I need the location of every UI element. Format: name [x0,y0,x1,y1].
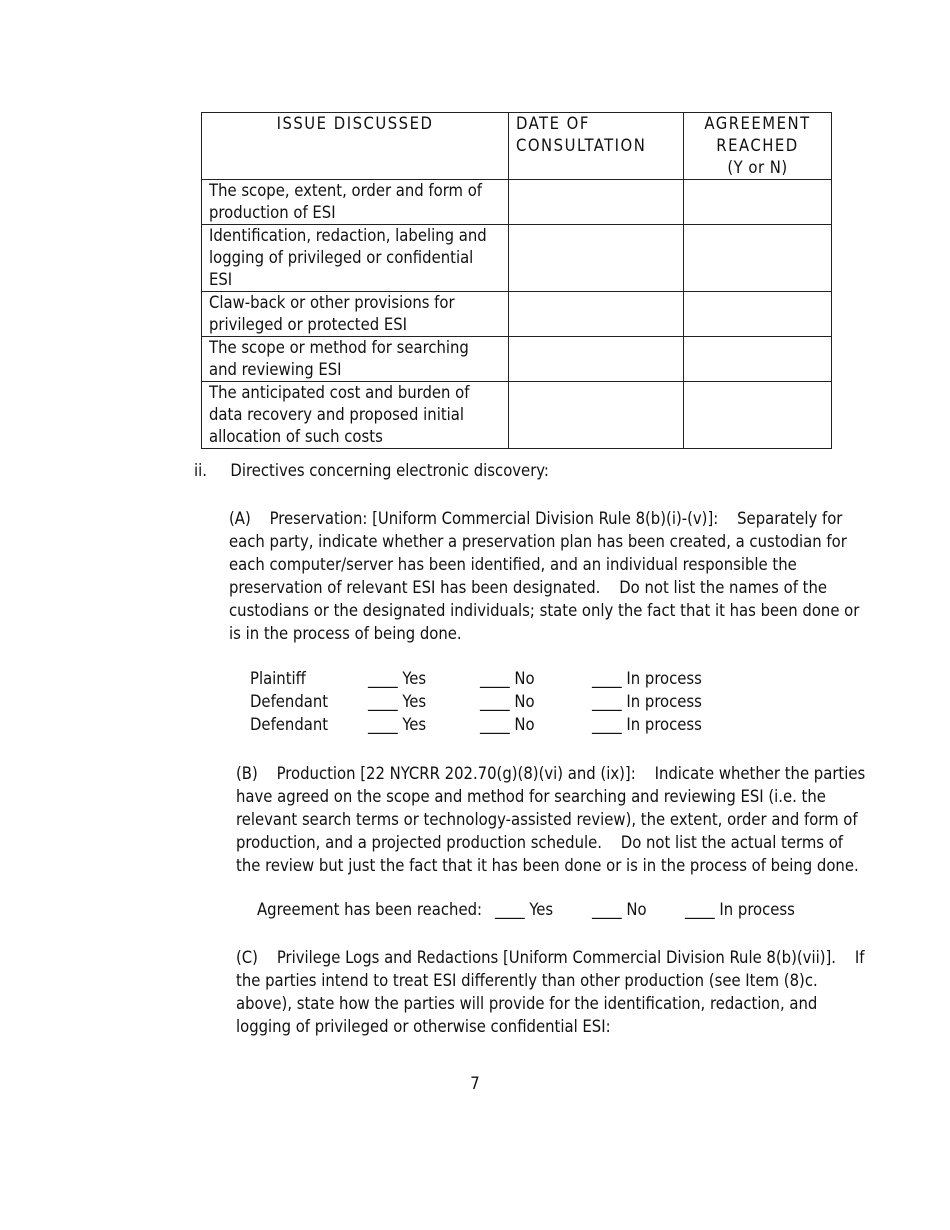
header-date-line2: CONSULTATION [516,136,647,155]
date-cell[interactable] [509,292,684,337]
section-ii-number: ii. [194,461,207,480]
table-row [202,225,832,292]
issue-cell: Identification, redaction, labeling and logging of privileged or confidential ESI [202,225,509,292]
table-row [202,180,832,225]
agreement-cell[interactable] [684,292,832,337]
issue-cell: The anticipated cost and burden of data recovery and proposed initial allocation of such costs [202,382,509,449]
yes-blank[interactable]: ____ Yes [368,715,427,734]
no-blank[interactable]: ____ No [480,669,535,688]
issue-cell: Claw-back or other provisions for privileged or protected ESI [202,292,509,337]
section-c-paragraph [236,946,866,1038]
header-date-of-consultation [509,113,684,180]
section-b-body: Indicate whether the parties have agreed on the scope and method for searching and reviewing ESI (i.e. the relevant search terms or technology-assisted review), the extent, order and form of production, and a projected production schedule. Do not list the actual terms of the review but just the fact that it has been done or is in the process of being done. [236,764,870,875]
table-row [202,337,832,382]
header-date-line1: DATE OF [516,114,590,133]
yes-blank[interactable]: ____ Yes [368,669,427,688]
party-name: Plaintiff [250,669,306,688]
section-c-label: (C) [236,948,258,967]
date-cell[interactable] [509,180,684,225]
section-a-paragraph [229,507,865,645]
in-process-blank[interactable]: ____ In process [685,900,795,919]
yes-blank[interactable]: ____ Yes [368,692,427,711]
section-ii-title: Directives concerning electronic discovery: [230,461,549,480]
section-a-label: (A) [229,509,251,528]
section-c-heading: Privilege Logs and Redactions [Uniform Commercial Division Rule 8(b)(vii)]. [276,948,837,967]
yes-blank[interactable]: ____ Yes [495,900,554,919]
no-blank[interactable]: ____ No [480,692,535,711]
agreement-cell[interactable] [684,382,832,449]
section-ii-heading [194,461,549,480]
section-a-heading: Preservation: [Uniform Commercial Division Rule 8(b)(i)-(v)]: [269,509,719,528]
header-agreement-reached [684,113,832,180]
table-row [202,292,832,337]
party-row [250,692,702,711]
date-cell[interactable] [509,337,684,382]
agreement-cell[interactable] [684,337,832,382]
agreement-cell[interactable] [684,225,832,292]
header-agree-line1: AGREEMENT [704,114,811,133]
header-agree-line3: (Y or N) [727,158,788,177]
in-process-blank[interactable]: ____ In process [592,692,702,711]
no-blank[interactable]: ____ No [592,900,647,919]
party-row [250,715,702,734]
in-process-blank[interactable]: ____ In process [592,669,702,688]
header-agree-line2: REACHED [716,136,799,155]
section-a-body: Separately for each party, indicate whether a preservation plan has been created, a custodian for each computer/server has been identified, and an individual responsible the preservation of relevant ESI has been designated. Do not list the names of the custodians or the designated individuals; state only the fact that it has been done or is in the process of being done. [229,509,865,643]
header-issue-discussed: ISSUE DISCUSSED [202,113,509,180]
date-cell[interactable] [509,382,684,449]
page-number: 7 [470,1074,480,1093]
in-process-blank[interactable]: ____ In process [592,715,702,734]
table-row [202,382,832,449]
issues-table [201,112,832,449]
issue-cell: The scope, extent, order and form of production of ESI [202,180,509,225]
date-cell[interactable] [509,225,684,292]
issue-cell: The scope or method for searching and reviewing ESI [202,337,509,382]
agreement-label: Agreement has been reached: [257,900,483,919]
agreement-row [257,900,795,919]
party-name: Defendant [250,692,329,711]
no-blank[interactable]: ____ No [480,715,535,734]
agreement-cell[interactable] [684,180,832,225]
party-name: Defendant [250,715,329,734]
section-b-paragraph [236,762,870,877]
section-b-label: (B) [236,764,258,783]
section-b-heading: Production [22 NYCRR 202.70(g)(8)(vi) and (ix)]: [276,764,636,783]
party-row [250,669,702,688]
section-c-body: If the parties intend to treat ESI differently than other production (see Item (8)c. above), state how the parties will provide for the identification, redaction, and logging of privileged or otherwise confidential ESI: [236,948,865,1036]
